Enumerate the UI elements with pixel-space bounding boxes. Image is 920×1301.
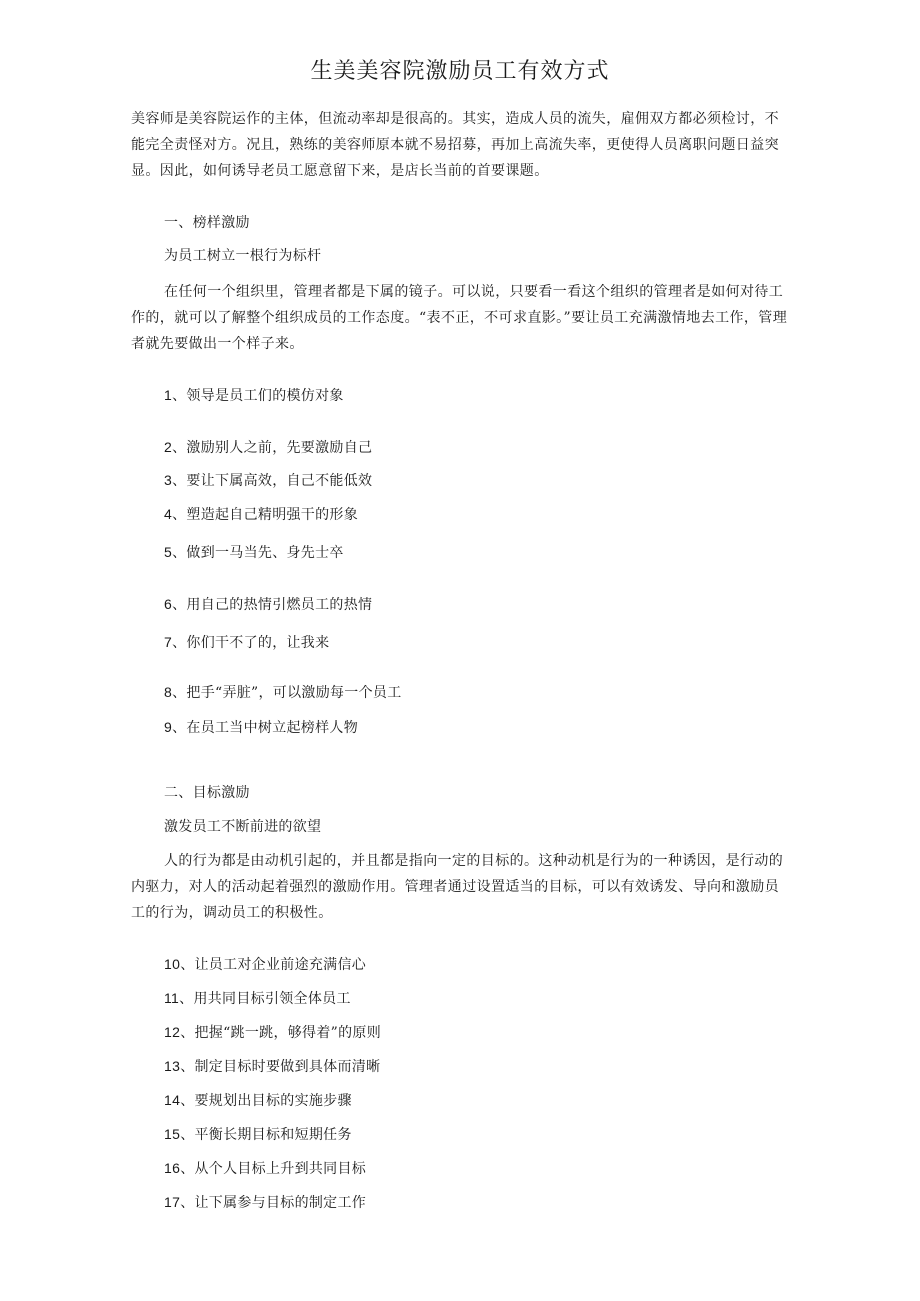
list-item <box>164 1090 352 1111</box>
list-item-text: 、激励别人之前，先要激励自己 <box>172 440 373 456</box>
list-item-number: 10 <box>164 956 181 972</box>
list-item-text: 、把握“跳一跳，够得着”的原则 <box>180 1025 382 1041</box>
list-item-number: 15 <box>164 1126 181 1142</box>
list-item <box>164 594 372 615</box>
list-item <box>164 717 358 738</box>
list-item-text: 、让下属参与目标的制定工作 <box>180 1195 367 1211</box>
list-item <box>164 988 351 1009</box>
section1-heading: 一、榜样激励 <box>164 215 250 231</box>
list-item-number: 1 <box>164 387 173 403</box>
list-item-number: 9 <box>164 719 173 735</box>
page-title: 生美美容院激励员工有效方式 <box>310 59 610 84</box>
list-item-text: 、领导是员工们的模仿对象 <box>172 388 344 404</box>
section2-body: 人的行为都是由动机引起的，并且都是指向一定的目标的。这种动机是行为的一种诱因，是行动的内驱力，对人的活动起着强烈的激励作用。管理者通过设置适当的目标，可以有效诱发、导向和激励员工的行为，调动员工的积极性。 <box>131 853 784 921</box>
list-item-number: 11 <box>164 990 180 1006</box>
section1-body: 在任何一个组织里，管理者都是下属的镜子。可以说，只要看一看这个组织的管理者是如何对待工作的，就可以了解整个组织成员的工作态度。“表不正，不可求直影。”要让员工充满激情地去工作，管理者就先要做出一个样子来。 <box>131 284 788 352</box>
list-item <box>164 1192 366 1213</box>
list-item-number: 14 <box>164 1092 181 1108</box>
list-item <box>164 1022 381 1043</box>
list-item-number: 8 <box>164 684 173 700</box>
intro-paragraph: 美容师是美容院运作的主体，但流动率却是很高的。其实，造成人员的流失，雇佣双方都必须检讨，不能完全责怪对方。况且，熟练的美容师原本就不易招募，再加上高流失率，更使得人员离职问题日益突显。因此，如何诱导老员工愿意留下来，是店长当前的首要课题。 <box>131 111 779 179</box>
list-item-text: 、用共同目标引领全体员工 <box>179 991 351 1007</box>
list-item-number: 17 <box>164 1194 181 1210</box>
list-item <box>164 954 366 975</box>
list-item-text: 、让员工对企业前途充满信心 <box>180 957 367 973</box>
list-item-number: 7 <box>164 634 173 650</box>
list-item-text: 、把手“弄脏”，可以激励每一个员工 <box>172 685 402 701</box>
list-item-text: 、你们干不了的，让我来 <box>172 635 330 651</box>
list-item-text: 、要让下属高效，自己不能低效 <box>172 473 373 489</box>
list-item <box>164 385 344 406</box>
list-item-text: 、要规划出目标的实施步骤 <box>180 1093 352 1109</box>
list-item-number: 6 <box>164 596 173 612</box>
list-item-number: 12 <box>164 1024 181 1040</box>
list-item-text: 、做到一马当先、身先士卒 <box>172 545 344 561</box>
section2-heading: 二、目标激励 <box>164 785 250 801</box>
list-item-number: 5 <box>164 544 173 560</box>
list-item <box>164 1056 380 1077</box>
list-item-text: 、平衡长期目标和短期任务 <box>180 1127 352 1143</box>
list-item <box>164 542 344 563</box>
list-item-text: 、制定目标时要做到具体而清晰 <box>180 1059 381 1075</box>
list-item-number: 13 <box>164 1058 181 1074</box>
list-item <box>164 437 372 458</box>
list-item-number: 16 <box>164 1160 181 1176</box>
list-item-text: 、塑造起自己精明强干的形象 <box>172 507 358 523</box>
list-item <box>164 1158 366 1179</box>
section2-subheading: 激发员工不断前进的欲望 <box>164 819 322 835</box>
list-item-text: 、从个人目标上升到共同目标 <box>180 1161 367 1177</box>
list-item <box>164 1124 352 1145</box>
list-item-number: 2 <box>164 439 173 455</box>
list-item <box>164 504 358 525</box>
section1-subheading: 为员工树立一根行为标杆 <box>164 248 322 264</box>
list-item <box>164 470 372 491</box>
list-item-text: 、在员工当中树立起榜样人物 <box>172 720 358 736</box>
list-item-number: 3 <box>164 472 173 488</box>
list-item-text: 、用自己的热情引燃员工的热情 <box>172 597 373 613</box>
list-item <box>164 632 329 653</box>
list-item-number: 4 <box>164 506 173 522</box>
list-item <box>164 682 402 703</box>
